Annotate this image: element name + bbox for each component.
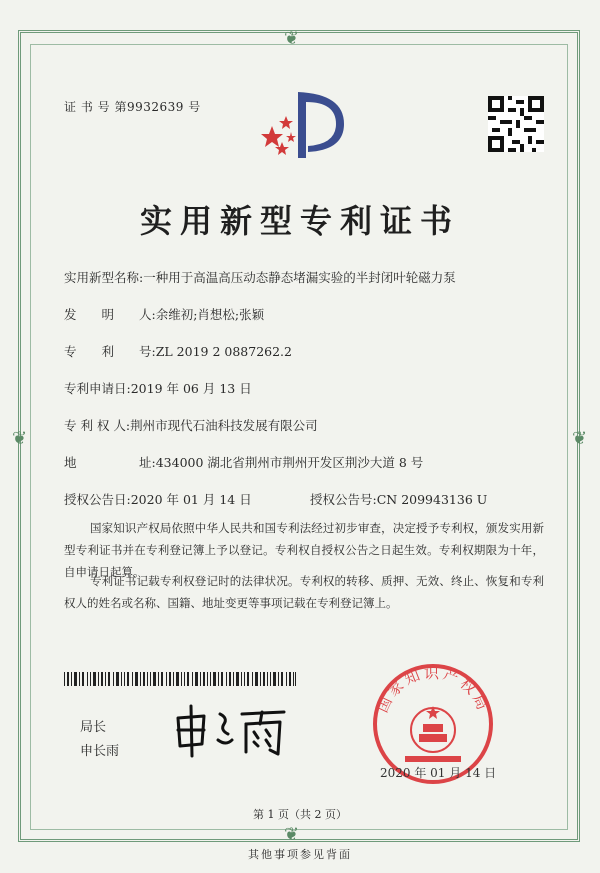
filing-date-label: 专利申请日:: [64, 381, 131, 396]
grant-date-row: [64, 490, 252, 508]
patent-number-label: 专 利 号:: [64, 344, 156, 359]
certificate-serial: 证 书 号 第9932639 号: [64, 100, 201, 114]
page-indicator: 第 1 页（共 2 页）: [253, 808, 347, 821]
grant-number-row: [310, 490, 487, 508]
grant-date-label: 授权公告日:: [64, 492, 131, 507]
patentee-value: 荆州市现代石油科技发展有限公司: [130, 418, 318, 433]
grant-number-label: 授权公告号:: [310, 492, 377, 507]
seal-date: 2020 年 01 月 14 日: [380, 766, 497, 780]
ornament-top-icon: ❦: [284, 28, 300, 49]
ornament-left-icon: ❦: [12, 428, 28, 449]
address-label: 地 址:: [64, 455, 156, 470]
ornament-right-icon: ❦: [572, 428, 588, 449]
handwritten-signature: [170, 700, 290, 760]
patent-number-row: [64, 342, 292, 360]
certificate-title: 实用新型专利证书: [139, 202, 460, 240]
inventor-value: 余维初;肖想松;张颖: [155, 307, 265, 322]
notice-paragraph-1: 国家知识产权局依照中华人民共和国专利法经过初步审查，决定授予专利权，颁发实用新型专利证书并在专利登记簿上予以登记。专利权自授权公告之日起生效。专利权期限为十年，自申请日起算。: [64, 521, 544, 579]
address-value: 434000 湖北省荆州市荆州开发区荆沙大道 8 号: [155, 455, 424, 470]
filing-date-row: [64, 379, 252, 397]
cnipa-logo-icon: [258, 88, 348, 168]
qr-code-icon: [488, 95, 544, 153]
patentee-label: 专 利 权 人:: [64, 418, 131, 433]
address-row: [64, 453, 423, 471]
notice-paragraph-2: 专利证书记载专利权登记时的法律状况。专利权的转移、质押、无效、终止、恢复和专利权人的姓名或名称、国籍、地址变更等事项记载在专利登记簿上。: [64, 574, 544, 610]
inventor-row: [64, 305, 264, 323]
utility-model-name-row: [64, 268, 456, 286]
svg-text:国家知识产权局: 国家知识产权局: [373, 664, 493, 716]
grant-number-value: CN 209943136 U: [376, 492, 488, 507]
chief-title: 局长: [80, 720, 107, 735]
barcode-icon: [64, 672, 296, 686]
filing-date-value: 2019 年 06 月 13 日: [130, 381, 252, 396]
patentee-row: [64, 416, 318, 434]
patent-number-value: ZL 2019 2 0887262.2: [155, 344, 292, 359]
chief-name: 申长雨: [80, 744, 120, 759]
utility-model-name-label: 实用新型名称:: [64, 270, 144, 285]
grant-date-value: 2020 年 01 月 14 日: [130, 492, 252, 507]
ornament-bottom-icon: ❦: [284, 824, 300, 845]
utility-model-name-value: 一种用于高温高压动态静态堵漏实验的半封闭叶轮磁力泵: [143, 270, 456, 285]
inventor-label: 发 明 人:: [64, 307, 156, 322]
footer-note: 其他事项参见背面: [248, 848, 352, 861]
